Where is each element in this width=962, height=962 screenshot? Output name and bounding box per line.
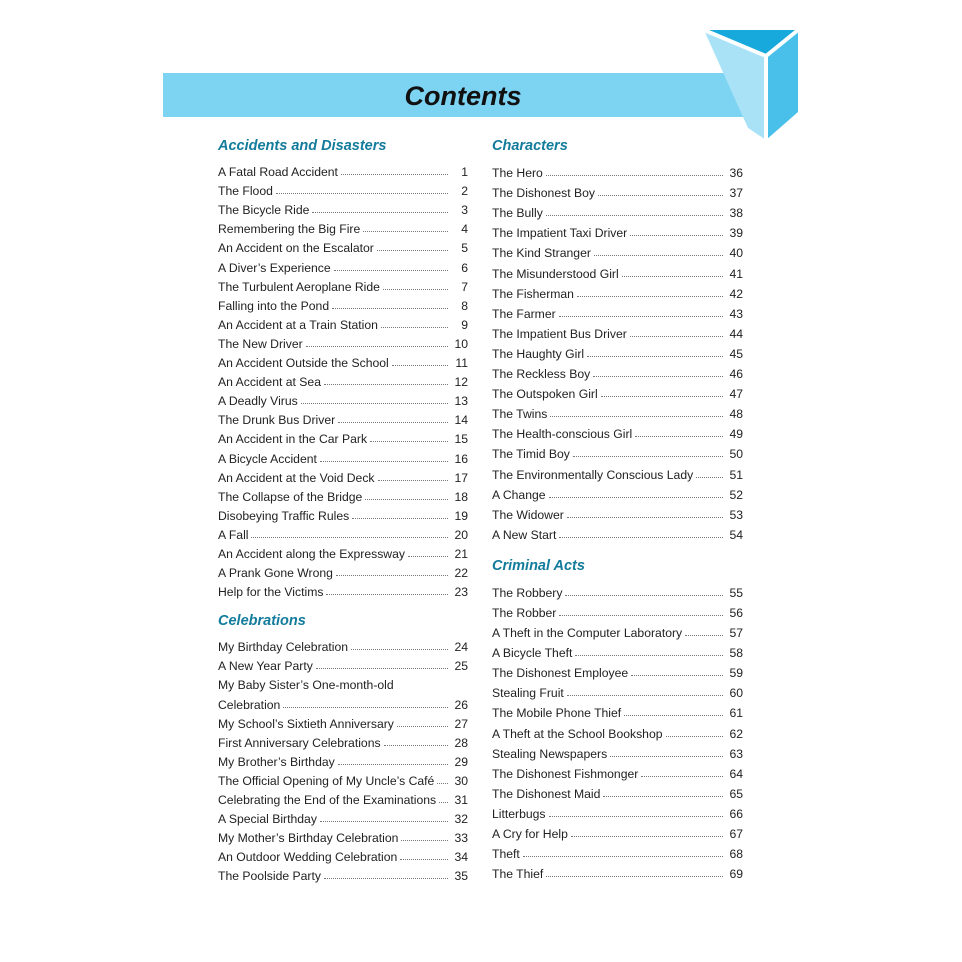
page-number: 62 bbox=[729, 726, 743, 741]
section-heading: Celebrations bbox=[218, 613, 306, 630]
toc-entry[interactable] bbox=[492, 720, 743, 740]
entry-title: Celebration bbox=[218, 697, 281, 712]
page-number: 9 bbox=[461, 317, 468, 332]
entry-title: Stealing Newspapers bbox=[492, 746, 608, 761]
toc-entry[interactable] bbox=[492, 401, 743, 421]
entry-title: A Theft in the Computer Laboratory bbox=[492, 626, 683, 641]
entry-title: A Theft at the School Bookshop bbox=[492, 726, 663, 741]
dot-leader bbox=[370, 441, 448, 442]
entry-title: The Twins bbox=[492, 407, 548, 422]
dot-leader bbox=[523, 856, 723, 857]
entry-title: An Accident in the Car Park bbox=[218, 432, 368, 447]
toc-entry[interactable] bbox=[218, 826, 468, 845]
toc-entry[interactable] bbox=[492, 741, 743, 761]
dot-leader bbox=[567, 695, 723, 696]
page-number: 49 bbox=[729, 427, 743, 442]
entry-title: The Farmer bbox=[492, 306, 556, 321]
page-number: 14 bbox=[454, 413, 468, 428]
entry-title: Theft bbox=[492, 847, 520, 862]
entry-title: The Bicycle Ride bbox=[218, 203, 310, 218]
toc-entry[interactable] bbox=[218, 542, 468, 561]
page-number: 10 bbox=[454, 336, 468, 351]
page-number: 33 bbox=[454, 831, 468, 846]
dot-leader bbox=[565, 595, 723, 596]
entry-title: A Change bbox=[492, 487, 546, 502]
entry-title: The Turbulent Aeroplane Ride bbox=[218, 279, 380, 294]
page-number: 68 bbox=[729, 847, 743, 862]
dot-leader bbox=[324, 878, 448, 879]
toc-entry[interactable] bbox=[218, 788, 468, 807]
dot-leader bbox=[598, 195, 723, 196]
page-number: 55 bbox=[729, 585, 743, 600]
entry-title: A Prank Gone Wrong bbox=[218, 566, 333, 581]
dot-leader bbox=[631, 675, 723, 676]
toc-entry[interactable] bbox=[492, 160, 743, 180]
toc-entry[interactable] bbox=[492, 801, 743, 821]
dot-leader bbox=[408, 556, 448, 557]
dot-leader bbox=[630, 336, 723, 337]
page-title: Contents bbox=[404, 81, 522, 111]
dot-leader bbox=[550, 416, 723, 417]
entry-title: A Fatal Road Accident bbox=[218, 165, 338, 180]
page-number: 27 bbox=[454, 716, 468, 731]
toc-entry[interactable] bbox=[218, 807, 468, 826]
toc-entry[interactable] bbox=[492, 841, 743, 861]
dot-leader bbox=[363, 231, 448, 232]
dot-leader bbox=[577, 296, 723, 297]
page-number: 66 bbox=[729, 806, 743, 821]
toc-entry[interactable] bbox=[492, 461, 743, 481]
dot-leader bbox=[384, 745, 448, 746]
dot-leader bbox=[573, 456, 723, 457]
dot-leader bbox=[559, 316, 723, 317]
page-number: 24 bbox=[454, 640, 468, 655]
toc-entry[interactable] bbox=[218, 485, 468, 504]
page-number: 58 bbox=[729, 646, 743, 661]
dot-leader bbox=[383, 289, 448, 290]
dot-leader bbox=[365, 499, 448, 500]
entry-title: The Hero bbox=[492, 166, 543, 181]
page-number: 23 bbox=[454, 585, 468, 600]
entry-title: A Bicycle Accident bbox=[218, 451, 317, 466]
dot-leader bbox=[351, 649, 448, 650]
dot-leader bbox=[401, 840, 448, 841]
page-number: 43 bbox=[729, 306, 743, 321]
toc-entry[interactable] bbox=[492, 761, 743, 781]
page-number: 28 bbox=[454, 735, 468, 750]
page-number: 25 bbox=[454, 659, 468, 674]
toc-entry[interactable] bbox=[492, 180, 743, 200]
page-number: 53 bbox=[729, 507, 743, 522]
page-number: 34 bbox=[454, 850, 468, 865]
page-number: 45 bbox=[729, 346, 743, 361]
page-number: 35 bbox=[454, 869, 468, 884]
entry-title: The Impatient Bus Driver bbox=[492, 326, 627, 341]
toc-entry[interactable] bbox=[218, 750, 468, 769]
dot-leader bbox=[641, 776, 723, 777]
page-number: 42 bbox=[729, 286, 743, 301]
entry-title: An Accident Outside the School bbox=[218, 356, 389, 371]
toc-entry[interactable] bbox=[218, 712, 468, 731]
dot-leader bbox=[378, 480, 448, 481]
toc-entry[interactable] bbox=[492, 680, 743, 700]
toc-entry[interactable] bbox=[492, 600, 743, 620]
entry-title: A Fall bbox=[218, 527, 249, 542]
dot-leader bbox=[439, 802, 448, 803]
entry-title: The Environmentally Conscious Lady bbox=[492, 467, 694, 482]
dot-leader bbox=[332, 308, 448, 309]
dot-leader bbox=[326, 594, 448, 595]
toc-entry[interactable] bbox=[492, 381, 743, 401]
toc-entry[interactable] bbox=[218, 504, 468, 523]
toc-entry[interactable] bbox=[492, 321, 743, 341]
dot-leader bbox=[575, 655, 723, 656]
entry-title: An Accident along the Expressway bbox=[218, 546, 405, 561]
toc-entry-line1[interactable] bbox=[218, 673, 468, 692]
toc-entry[interactable] bbox=[492, 421, 743, 441]
entry-title: The Dishonest Maid bbox=[492, 786, 601, 801]
dot-leader bbox=[377, 250, 448, 251]
toc-entry[interactable] bbox=[218, 351, 468, 370]
dot-leader bbox=[276, 193, 448, 194]
page-number: 41 bbox=[729, 266, 743, 281]
dot-leader bbox=[567, 517, 723, 518]
toc-entry[interactable] bbox=[218, 845, 468, 864]
entry-title: Celebrating the End of the Examinations bbox=[218, 793, 437, 807]
dot-leader bbox=[306, 346, 448, 347]
dot-leader bbox=[320, 461, 448, 462]
page-number: 15 bbox=[454, 432, 468, 447]
toc-entry[interactable] bbox=[218, 313, 468, 332]
dot-leader bbox=[381, 327, 448, 328]
page-number: 61 bbox=[729, 706, 743, 721]
page-number: 19 bbox=[454, 508, 468, 523]
page-number: 26 bbox=[454, 697, 468, 712]
toc-entry[interactable] bbox=[492, 301, 743, 321]
page-number: 3 bbox=[461, 203, 468, 218]
entry-title: The Widower bbox=[492, 507, 564, 522]
entry-title: My Birthday Celebration bbox=[218, 640, 349, 655]
dot-leader bbox=[251, 537, 448, 538]
toc-entry[interactable] bbox=[218, 236, 468, 255]
dot-leader bbox=[312, 212, 448, 213]
dot-leader bbox=[400, 859, 448, 860]
entry-title: The Timid Boy bbox=[492, 447, 570, 462]
entry-title: The Robbery bbox=[492, 585, 563, 600]
entry-title: Remembering the Big Fire bbox=[218, 222, 361, 237]
page-number: 5 bbox=[461, 241, 468, 256]
dot-leader bbox=[352, 518, 448, 519]
page-number: 50 bbox=[729, 447, 743, 462]
entry-title: My School’s Sixtieth Anniversary bbox=[218, 716, 394, 731]
entry-title: The Haughty Girl bbox=[492, 346, 585, 361]
page-number: 36 bbox=[729, 166, 743, 181]
page-number: 57 bbox=[729, 626, 743, 641]
toc-entry[interactable] bbox=[492, 580, 743, 600]
dot-leader bbox=[392, 365, 448, 366]
dot-leader bbox=[324, 384, 448, 385]
page-number: 16 bbox=[454, 451, 468, 466]
page-number: 37 bbox=[729, 186, 743, 201]
entry-title: A New Start bbox=[492, 527, 557, 542]
entry-title: Falling into the Pond bbox=[218, 298, 330, 313]
toc-entry[interactable] bbox=[218, 408, 468, 427]
dot-leader bbox=[341, 174, 448, 175]
toc-entry[interactable] bbox=[492, 522, 743, 542]
toc-entry[interactable] bbox=[218, 198, 468, 217]
entry-title: A Diver’s Experience bbox=[218, 260, 331, 275]
right-column bbox=[492, 136, 743, 881]
dot-leader bbox=[603, 796, 723, 797]
entry-title: The Thief bbox=[492, 867, 544, 882]
toc-entry[interactable] bbox=[218, 580, 468, 599]
toc-entry[interactable] bbox=[492, 821, 743, 841]
toc-entry[interactable] bbox=[492, 640, 743, 660]
dot-leader bbox=[546, 175, 723, 176]
toc-entry[interactable] bbox=[492, 660, 743, 680]
dot-leader bbox=[336, 575, 448, 576]
page-number: 48 bbox=[729, 407, 743, 422]
entry-title: The Health-conscious Girl bbox=[492, 427, 633, 442]
page-number: 13 bbox=[454, 394, 468, 409]
dot-leader bbox=[624, 715, 723, 716]
toc-entry[interactable] bbox=[492, 240, 743, 260]
dot-leader bbox=[610, 756, 723, 757]
entry-title: First Anniversary Celebrations bbox=[218, 735, 381, 750]
page-number: 60 bbox=[729, 686, 743, 701]
entry-title: A Deadly Virus bbox=[218, 394, 298, 409]
page-number: 29 bbox=[454, 754, 468, 769]
dot-leader bbox=[587, 356, 723, 357]
toc-entry[interactable] bbox=[218, 294, 468, 313]
page-number: 31 bbox=[454, 793, 468, 807]
dot-leader bbox=[685, 635, 723, 636]
page-number: 12 bbox=[454, 375, 468, 390]
dot-leader bbox=[549, 816, 723, 817]
toc-entry[interactable] bbox=[218, 255, 468, 274]
page-number: 30 bbox=[454, 773, 468, 788]
toc-entry[interactable] bbox=[218, 217, 468, 236]
entry-title: The Drunk Bus Driver bbox=[218, 413, 336, 428]
page-number: 54 bbox=[729, 527, 743, 542]
entry-title: The Dishonest Boy bbox=[492, 186, 595, 201]
entry-title: The Official Opening of My Uncle’s Café bbox=[218, 773, 435, 788]
entry-title: Disobeying Traffic Rules bbox=[218, 508, 350, 523]
page-number: 46 bbox=[729, 367, 743, 382]
dot-leader bbox=[338, 422, 448, 423]
dot-leader bbox=[630, 235, 723, 236]
page-number: 4 bbox=[461, 222, 468, 237]
toc-entry[interactable] bbox=[492, 502, 743, 522]
dot-leader bbox=[593, 376, 723, 377]
page-number: 52 bbox=[729, 487, 743, 502]
page-number: 59 bbox=[729, 666, 743, 681]
toc-entry[interactable] bbox=[218, 692, 468, 711]
toc-entry[interactable] bbox=[218, 446, 468, 465]
page-number: 2 bbox=[461, 184, 468, 199]
page-number: 40 bbox=[729, 246, 743, 261]
toc-entry[interactable] bbox=[218, 635, 468, 654]
dot-leader bbox=[338, 764, 448, 765]
toc-entry[interactable] bbox=[218, 179, 468, 198]
dot-leader bbox=[559, 615, 723, 616]
entry-title: Help for the Victims bbox=[218, 585, 324, 600]
entry-title: My Brother’s Birthday bbox=[218, 754, 335, 769]
dot-leader bbox=[601, 396, 723, 397]
toc-entry[interactable] bbox=[218, 332, 468, 351]
page-number: 64 bbox=[729, 766, 743, 781]
left-column bbox=[218, 136, 468, 883]
dot-leader bbox=[622, 276, 723, 277]
toc-entry[interactable] bbox=[218, 523, 468, 542]
toc-entry[interactable] bbox=[492, 441, 743, 461]
toc-entry[interactable] bbox=[218, 389, 468, 408]
page-number: 20 bbox=[454, 527, 468, 542]
toc-entry[interactable] bbox=[218, 466, 468, 485]
entry-title: The Kind Stranger bbox=[492, 246, 591, 261]
entry-title: The Bully bbox=[492, 206, 543, 221]
page-number: 65 bbox=[729, 786, 743, 801]
entry-title: The Dishonest Fishmonger bbox=[492, 766, 639, 781]
section-heading: Criminal Acts bbox=[492, 557, 585, 574]
entry-title: An Outdoor Wedding Celebration bbox=[218, 850, 398, 865]
page-number: 11 bbox=[455, 356, 468, 371]
entry-title: An Accident on the Escalator bbox=[218, 241, 374, 256]
toc-entry[interactable] bbox=[492, 700, 743, 720]
entry-title: The Robber bbox=[492, 605, 557, 620]
toc-entry[interactable] bbox=[492, 361, 743, 381]
page-number: 56 bbox=[729, 605, 743, 620]
dot-leader bbox=[696, 477, 723, 478]
section-spacer bbox=[218, 599, 468, 611]
page-number: 17 bbox=[454, 470, 468, 485]
entry-title: Litterbugs bbox=[492, 806, 546, 821]
dot-leader bbox=[320, 821, 448, 822]
toc-entry[interactable] bbox=[218, 561, 468, 580]
page-number: 67 bbox=[729, 827, 743, 841]
entry-title: The Impatient Taxi Driver bbox=[492, 226, 628, 241]
dot-leader bbox=[546, 215, 723, 216]
entry-title: An Accident at Sea bbox=[218, 375, 321, 390]
entry-title: Stealing Fruit bbox=[492, 686, 564, 701]
dot-leader bbox=[301, 403, 448, 404]
entry-title: The Reckless Boy bbox=[492, 367, 591, 382]
page-number: 7 bbox=[461, 279, 468, 294]
toc-entry[interactable] bbox=[218, 427, 468, 446]
page-number: 38 bbox=[729, 206, 743, 221]
toc-entry[interactable] bbox=[492, 620, 743, 640]
dot-leader bbox=[437, 783, 448, 784]
toc-entry[interactable] bbox=[218, 275, 468, 294]
toc-entry[interactable] bbox=[218, 769, 468, 788]
toc-entry[interactable] bbox=[218, 160, 468, 179]
entry-title: My Baby Sister’s One-month-old bbox=[218, 678, 394, 693]
toc-entry[interactable] bbox=[492, 861, 743, 881]
toc-entry[interactable] bbox=[218, 654, 468, 673]
entry-title: A Bicycle Theft bbox=[492, 646, 573, 661]
dot-leader bbox=[283, 707, 448, 708]
dot-leader bbox=[334, 270, 448, 271]
entry-title: An Accident at a Train Station bbox=[218, 317, 378, 332]
dot-leader bbox=[316, 668, 448, 669]
dot-leader bbox=[397, 726, 448, 727]
section-heading: Characters bbox=[492, 138, 568, 154]
toc-entry[interactable] bbox=[492, 260, 743, 280]
entry-title: The New Driver bbox=[218, 336, 303, 351]
entry-title: A Cry for Help bbox=[492, 827, 568, 841]
toc-entry[interactable] bbox=[492, 220, 743, 240]
entry-title: My Mother’s Birthday Celebration bbox=[218, 831, 399, 846]
page-number: 51 bbox=[729, 467, 743, 482]
entry-title: The Outspoken Girl bbox=[492, 387, 598, 402]
cube-logo-icon bbox=[690, 28, 802, 140]
dot-leader bbox=[635, 436, 723, 437]
toc-entry[interactable] bbox=[218, 864, 468, 883]
dot-leader bbox=[594, 255, 723, 256]
page-number: 47 bbox=[729, 387, 743, 402]
page-number: 69 bbox=[729, 867, 743, 882]
page-number: 22 bbox=[454, 566, 468, 581]
toc-entry[interactable] bbox=[492, 281, 743, 301]
page-number: 21 bbox=[454, 546, 468, 561]
page-number: 39 bbox=[729, 226, 743, 241]
toc-entry[interactable] bbox=[492, 341, 743, 361]
dot-leader bbox=[546, 876, 723, 877]
dot-leader bbox=[571, 836, 723, 837]
toc-entry[interactable] bbox=[218, 731, 468, 750]
entry-title: The Flood bbox=[218, 184, 273, 199]
entry-title: The Dishonest Employee bbox=[492, 666, 629, 681]
toc-entry[interactable] bbox=[492, 781, 743, 801]
dot-leader bbox=[666, 736, 723, 737]
entry-title: The Collapse of the Bridge bbox=[218, 489, 363, 504]
page-number: 44 bbox=[729, 326, 743, 341]
entry-title: A Special Birthday bbox=[218, 812, 317, 827]
section-spacer bbox=[492, 542, 743, 556]
page-number: 1 bbox=[461, 165, 468, 180]
page-number: 32 bbox=[454, 812, 468, 827]
page-number: 8 bbox=[461, 298, 468, 313]
entry-title: The Poolside Party bbox=[218, 869, 321, 884]
dot-leader bbox=[559, 537, 723, 538]
page-number: 6 bbox=[461, 260, 468, 275]
toc-entry[interactable] bbox=[492, 482, 743, 502]
toc-entry[interactable] bbox=[218, 370, 468, 389]
entry-title: The Fisherman bbox=[492, 286, 574, 301]
entry-title: The Mobile Phone Thief bbox=[492, 706, 622, 721]
page-number: 63 bbox=[729, 746, 743, 761]
page-number: 18 bbox=[454, 489, 468, 504]
entry-title: The Misunderstood Girl bbox=[492, 266, 619, 281]
entry-title: A New Year Party bbox=[218, 659, 313, 674]
toc-entry[interactable] bbox=[492, 200, 743, 220]
dot-leader bbox=[549, 497, 723, 498]
entry-title: An Accident at the Void Deck bbox=[218, 470, 375, 485]
section-heading: Accidents and Disasters bbox=[218, 138, 387, 154]
